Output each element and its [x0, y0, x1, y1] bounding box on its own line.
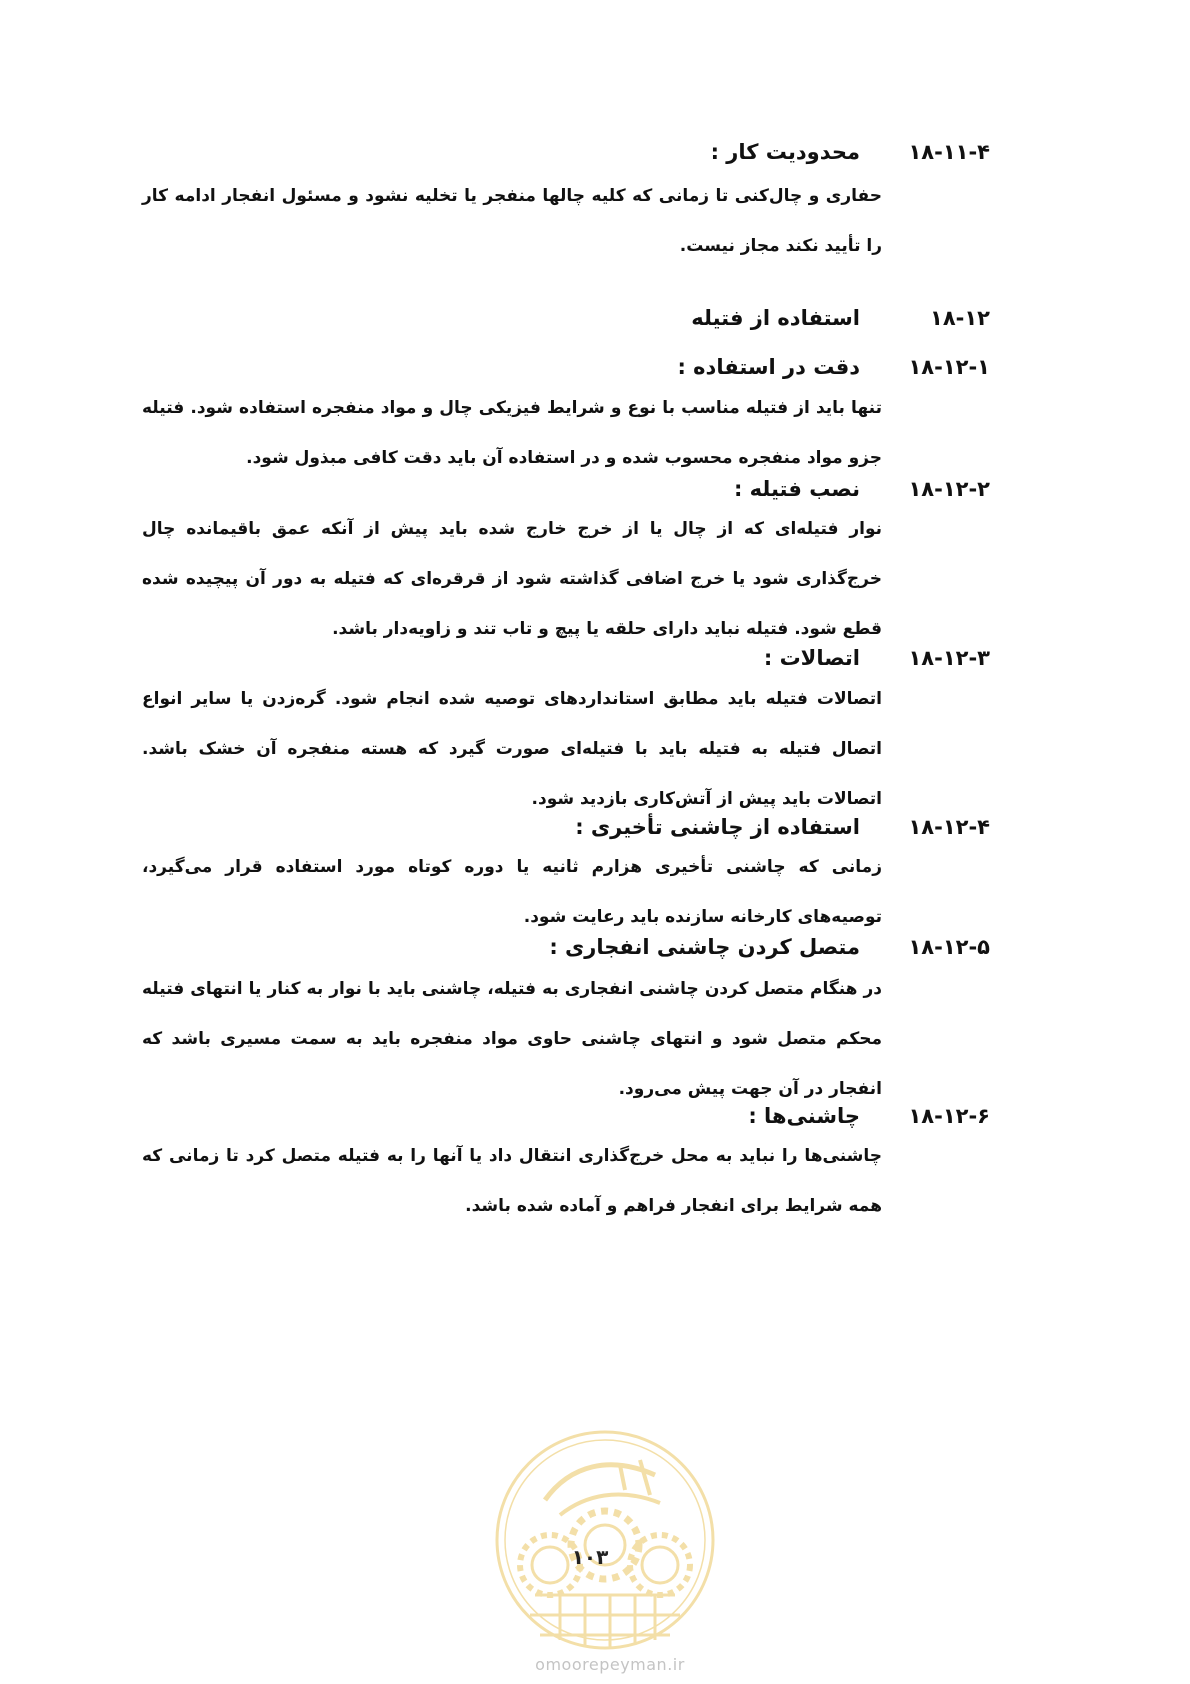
- section-title: استفاده از چاشنی تأخیری :: [575, 815, 860, 839]
- section-heading: [734, 477, 990, 501]
- section-paragraph: چاشنی‌ها را نباید به محل خرج‌گذاری انتقال داد یا آنها را به فتیله متصل کرد تا زمانی که همه شرایط برای انفجار فراهم و آماده شده باشد.: [142, 1146, 882, 1216]
- section-heading: [691, 306, 990, 330]
- section-paragraph: در هنگام متصل کردن چاشنی انفجاری به فتیله، چاشنی باید با نوار به کنار یا انتهای فتیله محکم متصل شود و انتهای چاشنی حاوی مواد منفجره باید به سمت مسیری باشد که انفجار در آن جهت پیش می‌رود.: [142, 979, 882, 1099]
- section-number: ۱۸-۱۲-۳: [908, 646, 990, 670]
- section-title: دقت در استفاده :: [677, 355, 860, 379]
- section-paragraph: حفاری و چال‌کنی تا زمانی که کلیه چالها منفجر یا تخلیه نشود و مسئول انفجار ادامه کار را تأیید نکند مجاز نیست.: [142, 186, 882, 256]
- section-heading: [711, 140, 990, 164]
- section-heading: [575, 815, 990, 839]
- section-heading: [677, 355, 990, 379]
- section-paragraph: تنها باید از فتیله مناسب با نوع و شرایط فیزیکی چال و مواد منفجره استفاده شود. فتیله جزو مواد منفجره محسوب شده و در استفاده آن باید دقت کافی مبذول شود.: [142, 398, 882, 468]
- section-heading: [748, 1104, 990, 1128]
- section-number: ۱۸-۱۲: [930, 306, 990, 330]
- section-title: چاشنی‌ها :: [748, 1104, 860, 1128]
- section-title: محدودیت کار :: [710, 140, 860, 164]
- section-title: استفاده از فتیله: [691, 306, 860, 330]
- section-title: نصب فتیله :: [733, 477, 860, 501]
- page-number: ۱۰۳: [571, 1545, 609, 1569]
- section-number: ۱۸-۱۲-۴: [908, 815, 990, 839]
- website-watermark: omoorepeyman.ir: [535, 1655, 685, 1674]
- section-title: اتصالات :: [763, 646, 860, 670]
- section-heading: [549, 935, 990, 959]
- section-paragraph: زمانی که چاشنی تأخیری هزارم ثانیه یا دوره کوتاه مورد استفاده قرار می‌گیرد، توصیه‌های کارخانه سازنده باید رعایت شود.: [142, 857, 882, 927]
- section-paragraph: اتصالات فتیله باید مطابق استانداردهای توصیه شده انجام شود. گره‌زدن یا سایر انواع اتصال فتیله به فتیله باید با فتیله‌ای صورت گیرد که هسته منفجره آن خشک باشد. اتصالات باید پیش از آتش‌کاری بازدید شود.: [142, 689, 882, 809]
- section-paragraph: نوار فتیله‌ای که از چال یا از خرج خارج شده باید پیش از آنکه عمق باقیمانده چال خرج‌گذاری شود یا خرج اضافی گذاشته شود از قرقره‌ای که فتیله به دور آن پیچیده شده قطع شود. فتیله نباید دارای حلقه یا پیچ و تاب تند و زاویه‌دار باشد.: [142, 519, 882, 639]
- section-number: ۱۸-۱۲-۲: [908, 477, 990, 501]
- section-number: ۱۸-۱۲-۵: [908, 935, 990, 959]
- section-number: ۱۸-۱۱-۴: [908, 140, 990, 164]
- section-number: ۱۸-۱۲-۶: [908, 1104, 990, 1128]
- section-title: متصل کردن چاشنی انفجاری :: [549, 935, 860, 959]
- section-number: ۱۸-۱۲-۱: [908, 355, 990, 379]
- watermark-logo-icon: [490, 1425, 720, 1655]
- section-heading: [764, 646, 990, 670]
